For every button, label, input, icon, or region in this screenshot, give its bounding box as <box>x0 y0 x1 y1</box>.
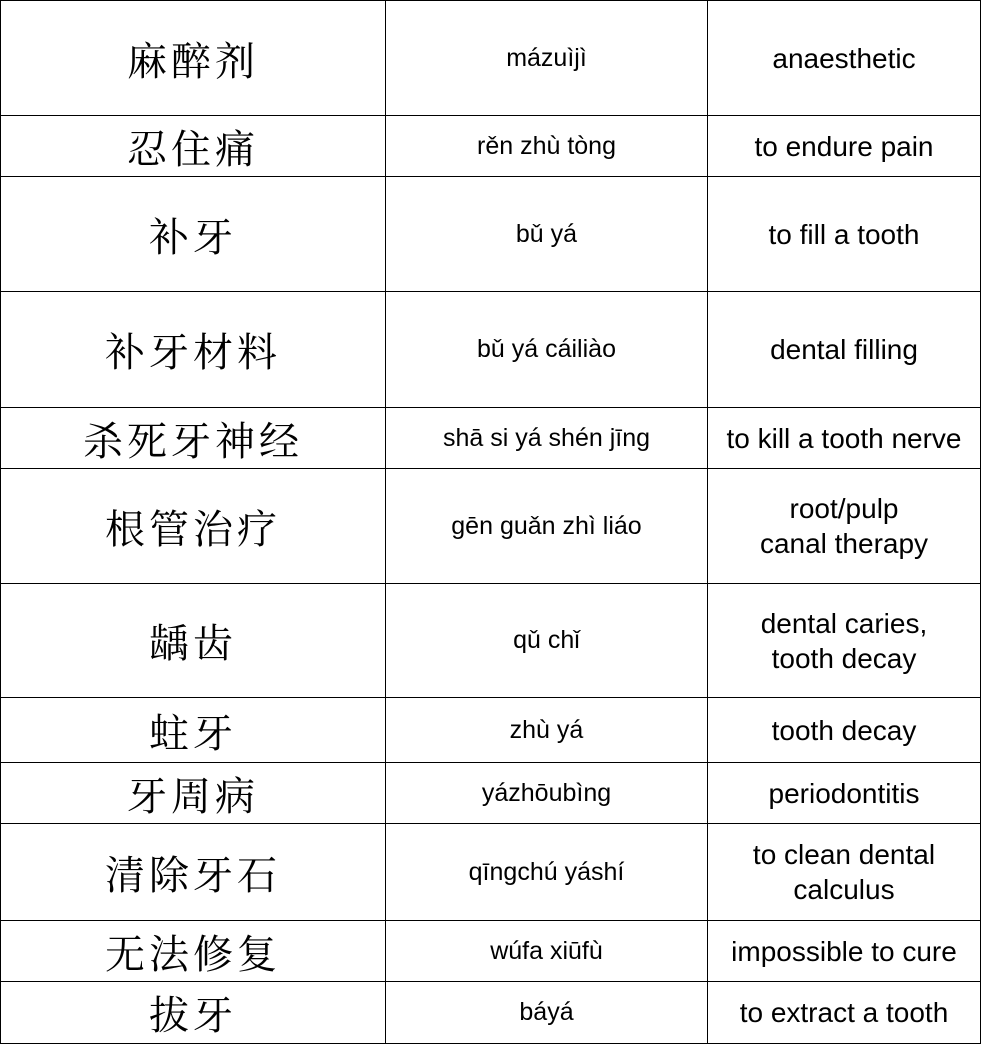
pinyin-cell: wúfa xiūfù <box>386 921 708 982</box>
table-row <box>1 292 981 408</box>
hanzi-cell: 拔牙 <box>1 982 386 1044</box>
hanzi-cell: 忍住痛 <box>1 116 386 177</box>
pinyin-cell: mázuìjì <box>386 1 708 116</box>
hanzi-cell: 杀死牙神经 <box>1 408 386 469</box>
table-row <box>1 921 981 982</box>
table-row <box>1 698 981 763</box>
hanzi-cell: 清除牙石 <box>1 824 386 921</box>
pinyin-cell: shā si yá shén jīng <box>386 408 708 469</box>
hanzi-cell: 龋齿 <box>1 584 386 698</box>
hanzi-cell: 根管治疗 <box>1 469 386 584</box>
table-row <box>1 116 981 177</box>
table-row <box>1 1 981 116</box>
table-row <box>1 177 981 292</box>
pinyin-cell: qīngchú yáshí <box>386 824 708 921</box>
table-row <box>1 982 981 1044</box>
pinyin-cell: bǔ yá cáiliào <box>386 292 708 408</box>
english-cell: to endure pain <box>708 116 981 177</box>
english-cell: to clean dental calculus <box>708 824 981 921</box>
hanzi-cell: 蛀牙 <box>1 698 386 763</box>
english-cell: tooth decay <box>708 698 981 763</box>
table-row <box>1 469 981 584</box>
table-row <box>1 763 981 824</box>
table-row <box>1 584 981 698</box>
english-cell: dental caries, tooth decay <box>708 584 981 698</box>
table-row <box>1 824 981 921</box>
pinyin-cell: gēn guǎn zhì liáo <box>386 469 708 584</box>
pinyin-cell: rěn zhù tòng <box>386 116 708 177</box>
pinyin-cell: zhù yá <box>386 698 708 763</box>
hanzi-cell: 无法修复 <box>1 921 386 982</box>
table-row <box>1 408 981 469</box>
english-cell: to kill a tooth nerve <box>708 408 981 469</box>
pinyin-cell: qǔ chǐ <box>386 584 708 698</box>
hanzi-cell: 补牙材料 <box>1 292 386 408</box>
english-cell: dental filling <box>708 292 981 408</box>
english-cell: root/pulp canal therapy <box>708 469 981 584</box>
pinyin-cell: yázhōubìng <box>386 763 708 824</box>
pinyin-cell: báyá <box>386 982 708 1044</box>
english-cell: to fill a tooth <box>708 177 981 292</box>
english-cell: to extract a tooth <box>708 982 981 1044</box>
hanzi-cell: 麻醉剂 <box>1 1 386 116</box>
english-cell: anaesthetic <box>708 1 981 116</box>
pinyin-cell: bǔ yá <box>386 177 708 292</box>
english-cell: impossible to cure <box>708 921 981 982</box>
english-cell: periodontitis <box>708 763 981 824</box>
hanzi-cell: 牙周病 <box>1 763 386 824</box>
hanzi-cell: 补牙 <box>1 177 386 292</box>
